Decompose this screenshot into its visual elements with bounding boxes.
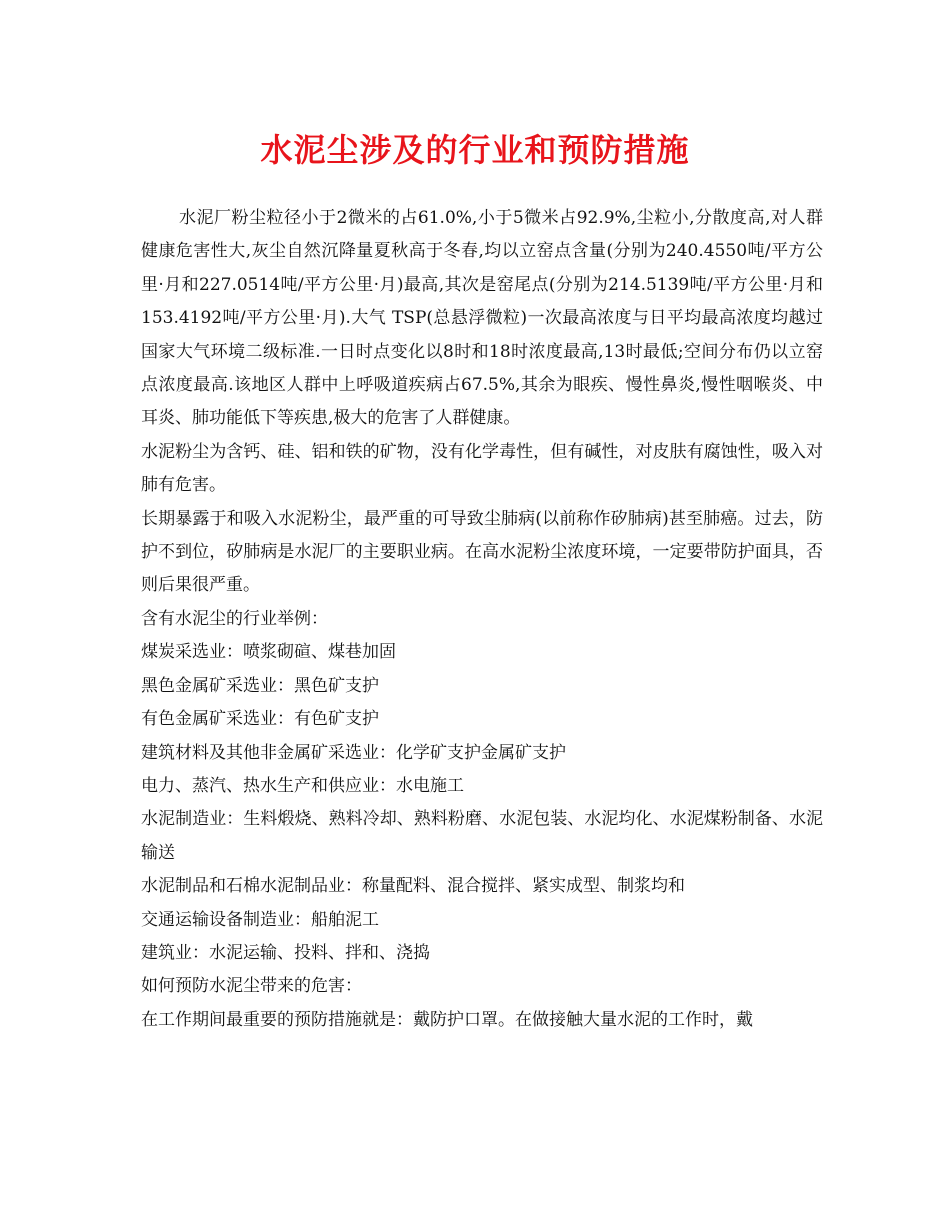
document-title: 水泥尘涉及的行业和预防措施: [260, 131, 690, 169]
industry-item: 水泥制品和石棉水泥制品业：称量配料、混合搅拌、紧实成型、制浆均和: [141, 876, 685, 897]
industry-item: 黑色金属矿采选业：黑色矿支护: [141, 675, 379, 696]
industry-item: 电力、蒸汽、热水生产和供应业：水电施工: [141, 775, 464, 796]
prevention-paragraph: 在工作期间最重要的预防措施就是：戴防护口罩。在做接触大量水泥的工作时，戴: [141, 1009, 753, 1030]
document-body: [141, 202, 823, 1037]
industry-item: 煤炭采选业：喷浆砌碹、煤巷加固: [141, 642, 396, 663]
property-paragraph: 水泥粉尘为含钙、硅、铝和铁的矿物，没有化学毒性，但有碱性，对皮肤有腐蚀性，吸入对肺有危害。: [141, 441, 823, 496]
industry-item-cement: 水泥制造业：生料煅烧、熟料冷却、熟料粉磨、水泥包装、水泥均化、水泥煤粉制备、水泥输送: [141, 809, 823, 863]
industry-item: 交通运输设备制造业：船舶泥工: [141, 909, 379, 930]
exposure-paragraph: 长期暴露于和吸入水泥粉尘，最严重的可导致尘肺病(以前称作矽肺病)甚至肺癌。过去，防护不到位，矽肺病是水泥厂的主要职业病。在高水泥粉尘浓度环境，一定要带防护面具，否则后果很严重。: [141, 508, 823, 596]
intro-paragraph: 水泥厂粉尘粒径小于2微米的占61.0%,小于5微米占92.9%,尘粒小,分散度高,对人群健康危害性大,灰尘自然沉降量夏秋高于冬春,均以立窑点含量(分别为240.4550吨/平方公里·月和227.0514吨/平方公里·月)最高,其次是窑尾点(分别为214.5139吨/平方公里·月和153.4192吨/平方公里·月).大气 TSP(总悬浮微粒)一次最高浓度与日平均最高浓度均越过国家大气环境二级标准.一日时点变化以8时和18时浓度最高,13时最低;空间分布仍以立窑点浓度最高.该地区人群中上呼吸道疾病占67.5%,其余为眼疾、慢性鼻炎,慢性咽喉炎、中耳炎、肺功能低下等疾患,极大的危害了人群健康。: [141, 208, 823, 429]
industry-item: 建筑材料及其他非金属矿采选业：化学矿支护金属矿支护: [141, 742, 566, 763]
prevention-heading: 如何预防水泥尘带来的危害：: [141, 976, 362, 997]
industry-item: 建筑业：水泥运输、投料、拌和、浇捣: [141, 942, 430, 963]
industries-heading: 含有水泥尘的行业举例：: [141, 608, 328, 629]
industry-item: 有色金属矿采选业：有色矿支护: [141, 709, 379, 730]
